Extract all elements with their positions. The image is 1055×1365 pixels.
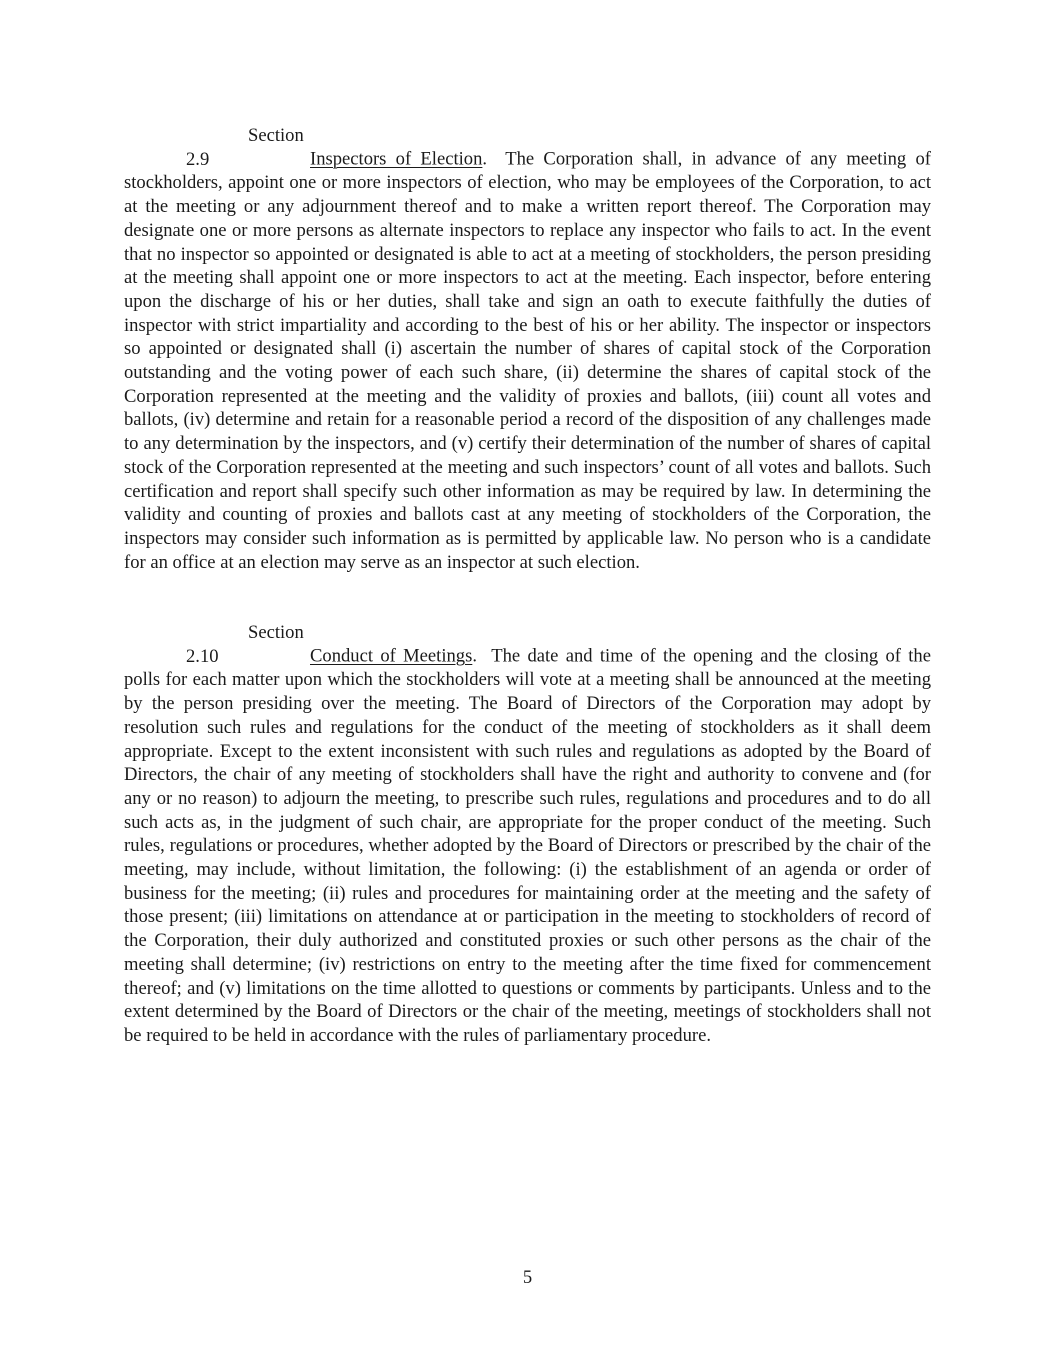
section-2-10-paragraph	[124, 621, 931, 1048]
page-number: 5	[522, 1267, 533, 1288]
section-body: The Corporation shall, in advance of any meeting of stockholders, appoint one or more inspectors of election, who may be employees of the Corporation, to act at the meeting or any adjournment thereof and to make a written report thereof. The Corporation may designate one or more persons as alternate inspectors to replace any inspector who fails to act. In the event that no inspector so appointed or designated is able to act at a meeting of stockholders, the person presiding at the meeting shall appoint one or more inspectors to act at the meeting. Each inspector, before entering upon the discharge of his or her duties, shall take and sign an oath to execute faithfully the duties of inspector with strict impartiality and according to the best of his or her ability. The inspector or inspectors so appointed or designated shall (i) ascertain the number of shares of capital stock of the Corporation outstanding and the voting power of each such share, (ii) determine the shares of capital stock of the Corporation represented at the meeting and the validity of proxies and ballots, (iii) count all votes and ballots, (iv) determine and retain for a reasonable period a record of the disposition of any challenges made to any determination by the inspectors, and (v) certify their determination of the number of shares of capital stock of the Corporation represented at the meeting and such inspectors’ count of all votes and ballots. Such certification and report shall specify such other information as may be required by law. In determining the validity and counting of proxies and ballots cast at any meeting of stockholders of the Corporation, the inspectors may consider such information as is permitted by applicable law. No person who is a candidate for an office at an election may serve as an inspector at such election.	[124, 148, 931, 573]
section-2-9-paragraph	[124, 124, 931, 574]
section-number: Section 2.10	[186, 622, 304, 667]
section-number: Section 2.9	[186, 125, 304, 170]
section-title-suffix: .	[482, 148, 488, 170]
section-title: Inspectors of Election	[310, 148, 483, 170]
section-title: Conduct of Meetings	[310, 645, 473, 667]
section-title-suffix: .	[472, 645, 477, 667]
section-body: The date and time of the opening and the closing of the polls for each matter upon which the stockholders will vote at a meeting shall be announced at the meeting by the person presiding over the meeting. The Board of Directors of the Corporation may adopt by resolution such rules and regulations for the conduct of the meeting of stockholders as it shall deem appropriate. Except to the extent inconsistent with such rules and regulations as adopted by the Board of Directors, the chair of any meeting of stockholders shall have the right and authority to convene and (for any or no reason) to adjourn the meeting, to prescribe such rules, regulations and procedures and to do all such acts as, in the judgment of such chair, are appropriate for the proper conduct of the meeting. Such rules, regulations or procedures, whether adopted by the Board of Directors or prescribed by the chair of the meeting, may include, without limitation, the following: (i) the establishment of an agenda or order of business for the meeting; (ii) rules and procedures for maintaining order at the meeting and the safety of those present; (iii) limitations on attendance at or participation in the meeting to stockholders of record of the Corporation, their duly authorized and constituted proxies or such other persons as the chair of the meeting shall determine; (iv) restrictions on entry to the meeting after the time fixed for commencement thereof; and (v) limitations on the time allotted to questions or comments by participants. Unless and to the extent determined by the Board of Directors or the chair of the meeting, meetings of stockholders shall not be required to be held in accordance with the rules of parliamentary procedure.	[124, 645, 931, 1046]
